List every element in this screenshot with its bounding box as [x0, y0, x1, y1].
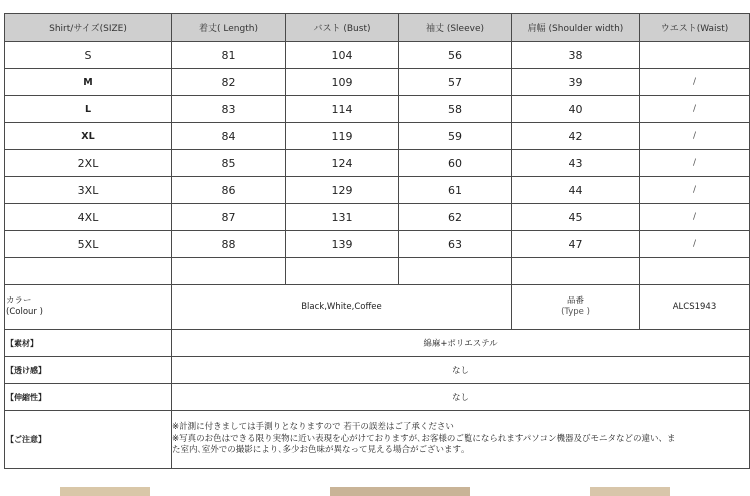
waist-cell: / — [640, 123, 750, 150]
table-row — [5, 177, 750, 204]
colour-value: Black,White,Coffee — [172, 285, 512, 330]
empty-cell — [512, 258, 640, 285]
colour-label-en: (Colour ) — [6, 307, 43, 317]
notes-line-2: ※写真のお色はできる限り実物に近い表現を心がけておりますが､お客様のご覧になられますパソコン機器及びモニタなどの違い、ま — [172, 433, 676, 444]
size-cell: 4XL — [5, 204, 172, 231]
bust-cell: 139 — [286, 231, 399, 258]
sleeve-cell: 58 — [399, 96, 512, 123]
header-size: Shirt/サイズ(SIZE) — [5, 14, 172, 42]
type-value: ALCS1943 — [640, 285, 750, 330]
stretch-value: なし — [172, 384, 750, 411]
waist-cell — [640, 42, 750, 69]
sleeve-cell: 56 — [399, 42, 512, 69]
shoulder-cell: 45 — [512, 204, 640, 231]
length-cell: 86 — [172, 177, 286, 204]
waist-cell: / — [640, 231, 750, 258]
empty-cell — [399, 258, 512, 285]
colour-label — [5, 285, 172, 330]
table-row — [5, 231, 750, 258]
table-row — [5, 204, 750, 231]
empty-cell — [172, 258, 286, 285]
header-shoulder: 肩幅 (Shoulder width) — [512, 14, 640, 42]
material-row — [5, 330, 750, 357]
stretch-label: 【伸縮性】 — [5, 384, 172, 411]
empty-row — [5, 258, 750, 285]
size-cell: L — [5, 96, 172, 123]
sheer-label: 【透け感】 — [5, 357, 172, 384]
sleeve-cell: 61 — [399, 177, 512, 204]
bust-cell: 119 — [286, 123, 399, 150]
size-chart-table — [4, 13, 750, 469]
notes-row — [5, 411, 750, 469]
sleeve-cell: 63 — [399, 231, 512, 258]
size-cell: S — [5, 42, 172, 69]
photo-edge — [330, 487, 470, 496]
shoulder-cell: 43 — [512, 150, 640, 177]
bust-cell: 131 — [286, 204, 399, 231]
photo-edge — [590, 487, 670, 496]
size-cell: 2XL — [5, 150, 172, 177]
length-cell: 81 — [172, 42, 286, 69]
size-cell: 3XL — [5, 177, 172, 204]
bottom-photo-strip — [0, 487, 750, 496]
length-cell: 87 — [172, 204, 286, 231]
bust-cell: 114 — [286, 96, 399, 123]
table-row — [5, 42, 750, 69]
notes-line-3: た室内､室外での撮影により､多少お色味が異なって見える場合がございます｡ — [172, 445, 466, 456]
bust-cell: 104 — [286, 42, 399, 69]
shoulder-cell: 47 — [512, 231, 640, 258]
colour-row — [5, 285, 750, 330]
bust-cell: 109 — [286, 69, 399, 96]
size-cell: M — [5, 69, 172, 96]
shoulder-cell: 44 — [512, 177, 640, 204]
sleeve-cell: 60 — [399, 150, 512, 177]
header-waist: ウエスト(Waist) — [640, 14, 750, 42]
table-row — [5, 96, 750, 123]
empty-cell — [5, 258, 172, 285]
waist-cell: / — [640, 150, 750, 177]
header-row — [5, 14, 750, 42]
empty-cell — [286, 258, 399, 285]
sleeve-cell: 59 — [399, 123, 512, 150]
size-cell: XL — [5, 123, 172, 150]
table-row — [5, 123, 750, 150]
waist-cell: / — [640, 204, 750, 231]
type-label-jp: 品番 — [566, 296, 584, 306]
notes-text — [172, 411, 750, 469]
length-cell: 84 — [172, 123, 286, 150]
waist-cell: / — [640, 69, 750, 96]
notes-line-1: ※計測に付きましては手測りとなりますので 若干の誤差はご了承ください — [172, 422, 454, 433]
length-cell: 83 — [172, 96, 286, 123]
sleeve-cell: 57 — [399, 69, 512, 96]
sheer-value: なし — [172, 357, 750, 384]
sheer-row — [5, 357, 750, 384]
photo-edge — [60, 487, 150, 496]
type-label — [512, 285, 640, 330]
length-cell: 85 — [172, 150, 286, 177]
table-row — [5, 150, 750, 177]
type-label-en: (Type ) — [561, 307, 590, 317]
shoulder-cell: 38 — [512, 42, 640, 69]
header-length: 着丈( Length) — [172, 14, 286, 42]
colour-label-jp: カラー — [6, 296, 32, 306]
header-bust: バスト (Bust) — [286, 14, 399, 42]
material-value: 綿麻+ポリエステル — [172, 330, 750, 357]
material-label: 【素材】 — [5, 330, 172, 357]
bust-cell: 129 — [286, 177, 399, 204]
sleeve-cell: 62 — [399, 204, 512, 231]
shoulder-cell: 42 — [512, 123, 640, 150]
stretch-row — [5, 384, 750, 411]
table-row — [5, 69, 750, 96]
bust-cell: 124 — [286, 150, 399, 177]
length-cell: 82 — [172, 69, 286, 96]
waist-cell: / — [640, 96, 750, 123]
header-sleeve: 袖丈 (Sleeve) — [399, 14, 512, 42]
shoulder-cell: 40 — [512, 96, 640, 123]
notes-label: 【ご注意】 — [5, 411, 172, 469]
empty-cell — [640, 258, 750, 285]
waist-cell: / — [640, 177, 750, 204]
length-cell: 88 — [172, 231, 286, 258]
shoulder-cell: 39 — [512, 69, 640, 96]
size-cell: 5XL — [5, 231, 172, 258]
